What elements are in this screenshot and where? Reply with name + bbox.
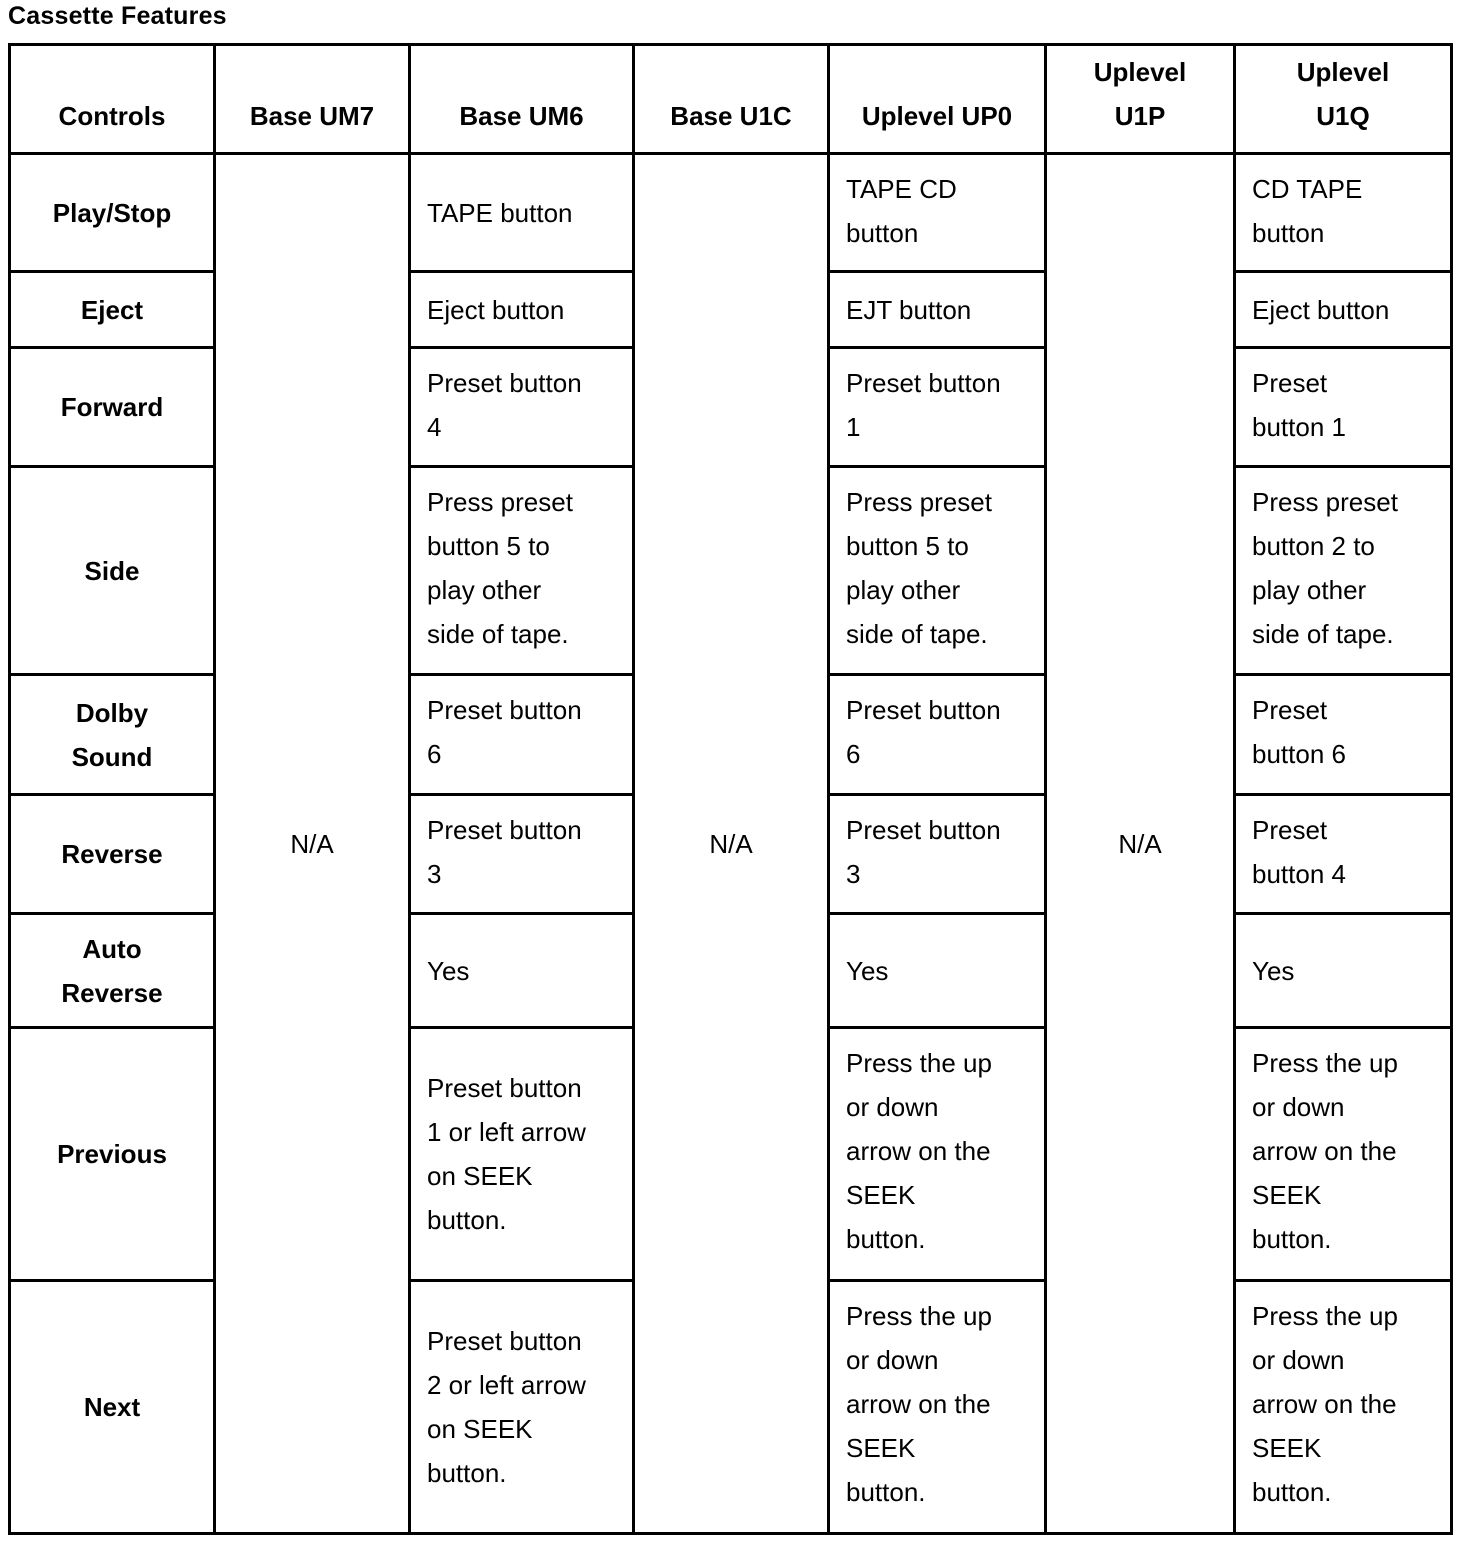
cell-uplevel-u1q: Press the up or down arrow on the SEEK button. xyxy=(1235,1028,1452,1281)
cell-base-um6: Preset button 2 or left arrow on SEEK button. xyxy=(410,1281,634,1534)
cell-uplevel-u1q: Eject button xyxy=(1235,272,1452,348)
cell-uplevel-u1q: Press preset button 2 to play other side of tape. xyxy=(1235,467,1452,675)
control-label: Next xyxy=(10,1281,215,1534)
cell-base-um6: Preset button 3 xyxy=(410,795,634,914)
control-label: Side xyxy=(10,467,215,675)
cell-base-um6: Preset button 4 xyxy=(410,348,634,467)
col-header-base-um7: Base UM7 xyxy=(215,45,410,154)
cell-uplevel-u1q: Preset button 4 xyxy=(1235,795,1452,914)
cell-base-um6: Preset button 1 or left arrow on SEEK button. xyxy=(410,1028,634,1281)
page-title: Cassette Features xyxy=(8,2,227,30)
cell-uplevel-up0: Preset button 3 xyxy=(829,795,1046,914)
col-header-uplevel-u1p: Uplevel U1P xyxy=(1046,45,1235,154)
cell-uplevel-up0: Press preset button 5 to play other side of tape. xyxy=(829,467,1046,675)
cell-uplevel-u1q: Preset button 1 xyxy=(1235,348,1452,467)
control-label: Dolby Sound xyxy=(10,675,215,795)
na-cell-uplevel-u1p: N/A xyxy=(1046,154,1235,1534)
col-header-uplevel-u1q: Uplevel U1Q xyxy=(1235,45,1452,154)
cell-uplevel-up0: Press the up or down arrow on the SEEK button. xyxy=(829,1028,1046,1281)
cell-uplevel-up0: Preset button 1 xyxy=(829,348,1046,467)
cell-base-um6: TAPE button xyxy=(410,154,634,272)
cell-uplevel-u1q: Press the up or down arrow on the SEEK button. xyxy=(1235,1281,1452,1534)
control-label: Play/Stop xyxy=(10,154,215,272)
col-header-uplevel-up0: Uplevel UP0 xyxy=(829,45,1046,154)
control-label: Reverse xyxy=(10,795,215,914)
control-label: Previous xyxy=(10,1028,215,1281)
cell-uplevel-u1q: CD TAPE button xyxy=(1235,154,1452,272)
na-cell-base-u1c: N/A xyxy=(634,154,829,1534)
cell-uplevel-up0: Preset button 6 xyxy=(829,675,1046,795)
col-header-controls: Controls xyxy=(10,45,215,154)
cell-base-um6: Preset button 6 xyxy=(410,675,634,795)
cell-base-um6: Yes xyxy=(410,914,634,1028)
cassette-features-table xyxy=(8,43,1453,1535)
control-label: Eject xyxy=(10,272,215,348)
cell-uplevel-up0: EJT button xyxy=(829,272,1046,348)
cell-uplevel-up0: Yes xyxy=(829,914,1046,1028)
cell-uplevel-u1q: Preset button 6 xyxy=(1235,675,1452,795)
control-label: Auto Reverse xyxy=(10,914,215,1028)
control-label: Forward xyxy=(10,348,215,467)
cell-uplevel-u1q: Yes xyxy=(1235,914,1452,1028)
cell-base-um6: Press preset button 5 to play other side of tape. xyxy=(410,467,634,675)
col-header-base-u1c: Base U1C xyxy=(634,45,829,154)
na-cell-base-um7: N/A xyxy=(215,154,410,1534)
col-header-base-um6: Base UM6 xyxy=(410,45,634,154)
table-row xyxy=(10,154,1452,272)
header-row xyxy=(10,45,1452,154)
cell-uplevel-up0: Press the up or down arrow on the SEEK button. xyxy=(829,1281,1046,1534)
cell-uplevel-up0: TAPE CD button xyxy=(829,154,1046,272)
cell-base-um6: Eject button xyxy=(410,272,634,348)
